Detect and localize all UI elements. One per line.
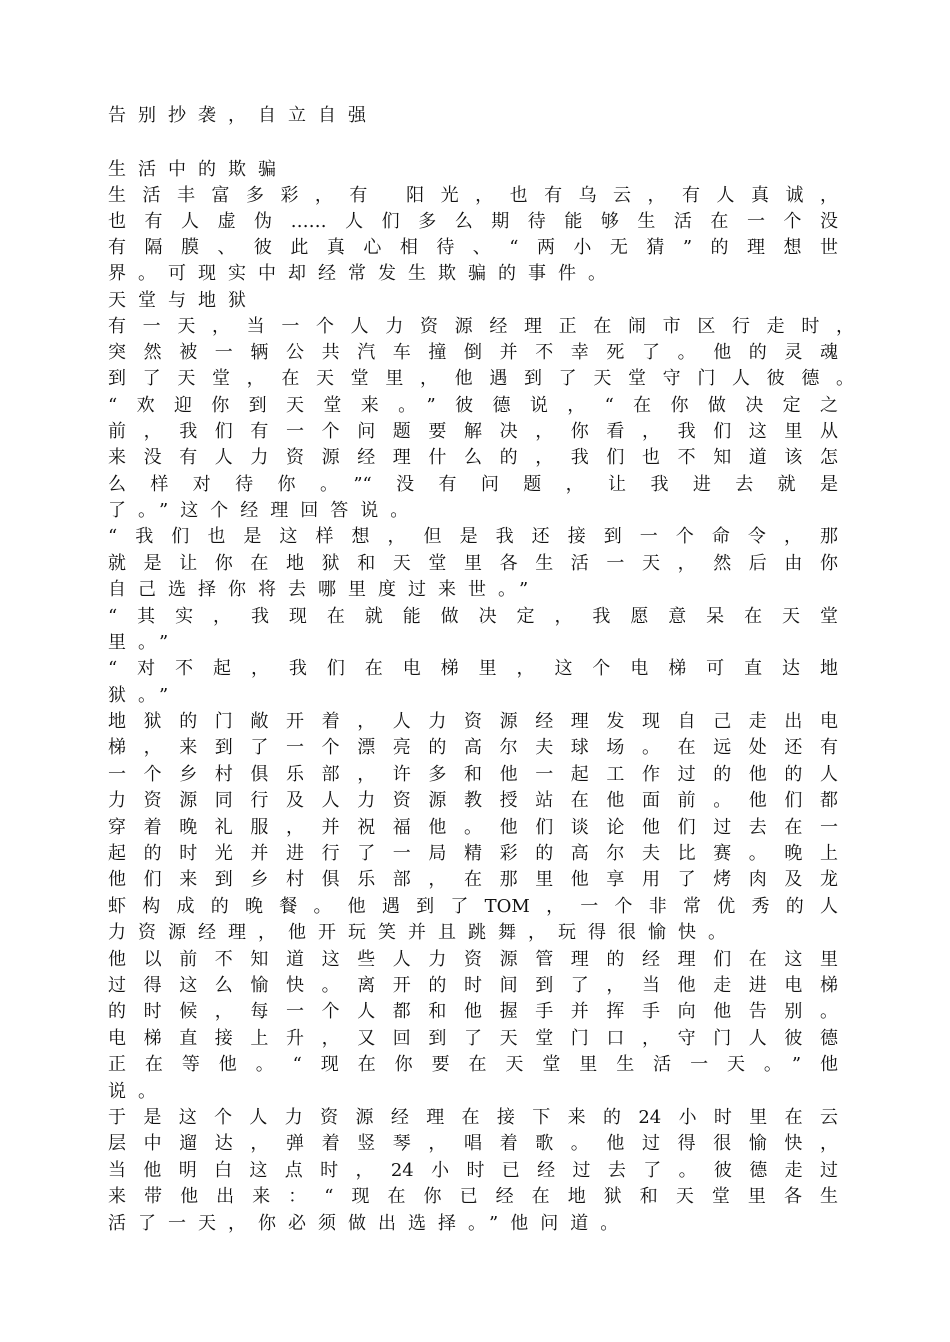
paragraph-line: “欢迎你到天堂来。”彼德说，“在你做决定之 — [108, 395, 838, 416]
heading-heaven-hell: 天堂与地狱 — [108, 290, 258, 311]
paragraph-line: 地狱的门敞开着，人力资源经理发现自己走出电 — [108, 711, 838, 732]
paragraph-line: 一个乡村俱乐部，许多和他一起工作过的他的人 — [108, 764, 838, 785]
paragraph-line: 里。” — [108, 632, 181, 653]
paragraph-line: 自己选择你将去哪里度过来世。” — [108, 579, 541, 600]
paragraph-line: 电梯直接上升，又回到了天堂门口，守门人彼德 — [108, 1028, 838, 1049]
paragraph-line: 有隔膜、彼此真心相待、“两小无猜”的理想世 — [108, 237, 838, 258]
paragraph-line: 于是这个人力资源经理在接下来的24小时里在云 — [108, 1107, 838, 1128]
paragraph-line: 也有人虚伪……人们多么期待能够生活在一个没 — [108, 211, 838, 232]
paragraph-line: 界。可现实中却经常发生欺骗的事件。 — [108, 263, 618, 284]
paragraph-line: “其实，我现在就能做决定，我愿意呆在天堂 — [108, 606, 838, 627]
paragraph-line: 力资源同行及人力资源教授站在他面前。他们都 — [108, 790, 838, 811]
paragraph-line: 就是让你在地狱和天堂里各生活一天，然后由你 — [108, 553, 838, 574]
paragraph-line: 虾构成的晚餐。他遇到了TOM，一个非常优秀的人 — [108, 896, 838, 917]
paragraph-line: 前，我们有一个问题要解决，你看，我们这里从 — [108, 421, 838, 442]
heading-deception: 生活中的欺骗 — [108, 159, 288, 180]
paragraph-line: 突然被一辆公共汽车撞倒并不幸死了。他的灵魂 — [108, 342, 838, 363]
paragraph-line: 到了天堂，在天堂里，他遇到了天堂守门人彼德。 — [108, 368, 854, 389]
paragraph-line: 的时候，每一个人都和他握手并挥手向他告别。 — [108, 1001, 838, 1022]
paragraph-line: 说。 — [108, 1081, 168, 1102]
paragraph-line: 过得这么愉快。离开的时间到了，当他走进电梯 — [108, 975, 838, 996]
paragraph-line: “对不起，我们在电梯里，这个电梯可直达地 — [108, 658, 838, 679]
paragraph-line: 他以前不知道这些人力资源管理的经理们在这里 — [108, 949, 838, 970]
document-title: 告别抄袭，自立自强 — [108, 105, 378, 126]
paragraph-line: 生活丰富多彩，有 阳光，也有乌云，有人真诚， — [108, 185, 838, 206]
paragraph-line: 来没有人力资源经理什么的，我们也不知道该怎 — [108, 447, 838, 468]
paragraph-line: 当他明白这点时，24小时已经过去了。彼德走过 — [108, 1160, 838, 1181]
paragraph-line: 正在等他。“现在你要在天堂里生活一天。”他 — [108, 1054, 838, 1075]
paragraph-line: 他们来到乡村俱乐部，在那里他享用了烤肉及龙 — [108, 869, 838, 890]
paragraph-line: 来带他出来：“现在你已经在地狱和天堂里各生 — [108, 1186, 838, 1207]
paragraph-line: “我们也是这样想，但是我还接到一个命令，那 — [108, 526, 838, 547]
paragraph-line: 穿着晚礼服，并祝福他。他们谈论他们过去在一 — [108, 817, 838, 838]
paragraph-line: 力资源经理，他开玩笑并且跳舞，玩得很愉快。 — [108, 922, 738, 943]
paragraph-line: 狱。” — [108, 685, 181, 706]
paragraph-line: 梯，来到了一个漂亮的高尔夫球场。在远处还有 — [108, 737, 838, 758]
paragraph-line: 活了一天，你必须做出选择。”他问道。 — [108, 1213, 631, 1234]
paragraph-line: 有一天，当一个人力资源经理正在闹市区行走时， — [108, 316, 854, 337]
paragraph-line: 起的时光并进行了一局精彩的高尔夫比赛。晚上 — [108, 843, 838, 864]
paragraph-line: 么样对待你。”“没有问题，让我进去就是 — [108, 474, 838, 495]
paragraph-line: 了。”这个经理回答说。 — [108, 500, 421, 521]
paragraph-line: 层中遛达，弹着竖琴，唱着歌。他过得很愉快， — [108, 1133, 838, 1154]
